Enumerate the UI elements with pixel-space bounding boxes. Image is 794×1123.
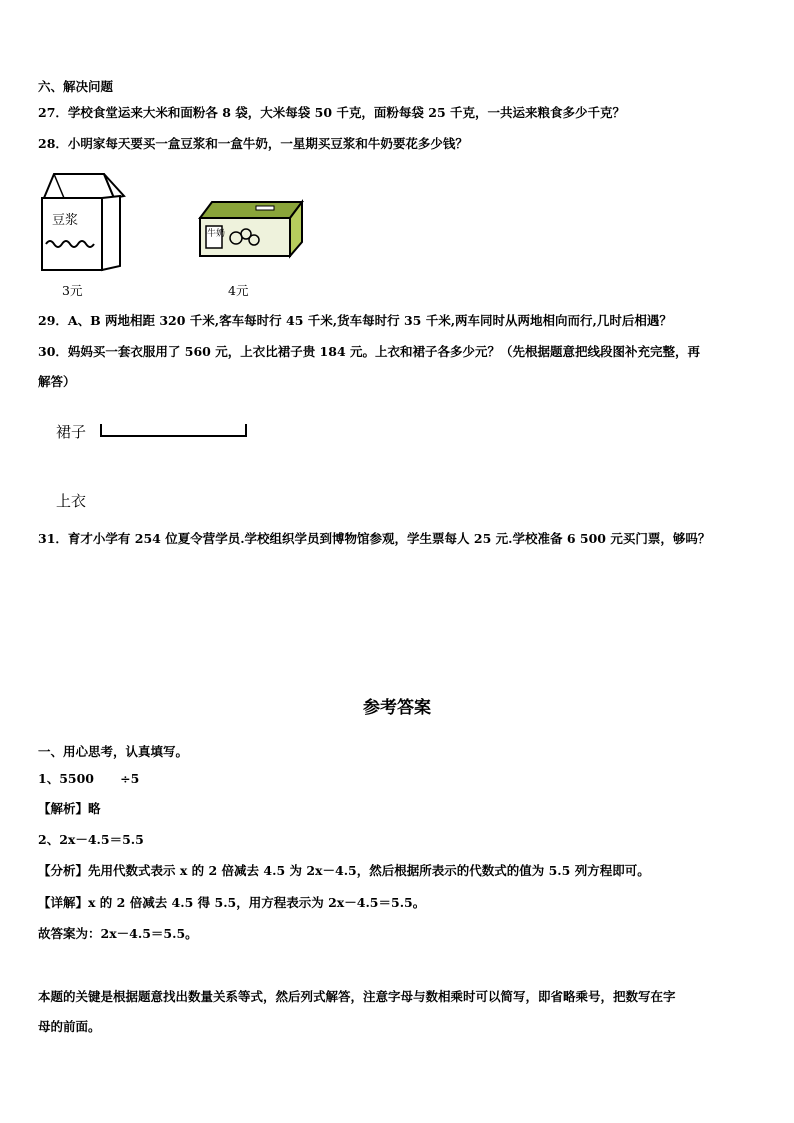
skirt-segment [98,422,250,440]
answer-2-detail: 【详解】x 的 2 倍减去 4.5 得 5.5，用方程表示为 2x－4.5＝5.5。 [38,895,426,910]
milk-price: 4元 [228,283,249,298]
question-27: 27．学校食堂运来大米和面粉各 8 袋，大米每袋 50 千克，面粉每袋 25 千克，一共运来粮食多少千克？ [38,105,625,120]
answers-section-1: 一、用心思考，认真填写。 [38,744,189,759]
comment-line-2: 母的前面。 [38,1019,101,1034]
section-heading-6: 六、解决问题 [38,79,114,94]
milk-label: 牛奶 [207,229,226,239]
answer-1: 1、5500 ÷5 [38,771,140,786]
soy-milk-price: 3元 [62,283,83,298]
question-30-continued: 解答） [38,374,76,389]
soy-label: 豆浆 [52,213,79,228]
top-label: 上衣 [56,492,87,510]
answer-2-final: 故答案为：2x－4.5＝5.5。 [38,926,198,941]
answers-title: 参考答案 [363,698,431,718]
soy-milk-carton-image [36,166,126,274]
question-30: 30．妈妈买一套衣服用了 560 元，上衣比裙子贵 184 元。上衣和裙子各多少元？（先根据题意把线段图补充完整，再 [38,344,700,359]
comment-line-1: 本题的关键是根据题意找出数量关系等式，然后列式解答，注意字母与数相乘时可以简写，即省略乘号，把数写在字 [38,989,676,1004]
question-28: 28．小明家每天要买一盒豆浆和一盒牛奶，一星期买豆浆和牛奶要花多少钱？ [38,136,468,151]
question-31: 31．育才小学有 254 位夏令营学员.学校组织学员到博物馆参观，学生票每人 25 元.学校准备 6 500 元买门票，够吗？ [38,531,711,546]
milk-box-image [196,198,306,260]
question-29: 29．A、B 两地相距 320 千米,客车每时行 45 千米,货车每时行 35 千米,两车同时从两地相向而行,几时后相遇？ [38,313,672,328]
answer-2-analysis: 【分析】先用代数式表示 x 的 2 倍减去 4.5 为 2x－4.5，然后根据所表示的代数式的值为 5.5 列方程即可。 [38,863,650,878]
skirt-label: 裙子 [56,423,87,441]
answer-1-analysis: 【解析】略 [38,801,101,816]
answer-2: 2、2x－4.5＝5.5 [38,832,144,847]
